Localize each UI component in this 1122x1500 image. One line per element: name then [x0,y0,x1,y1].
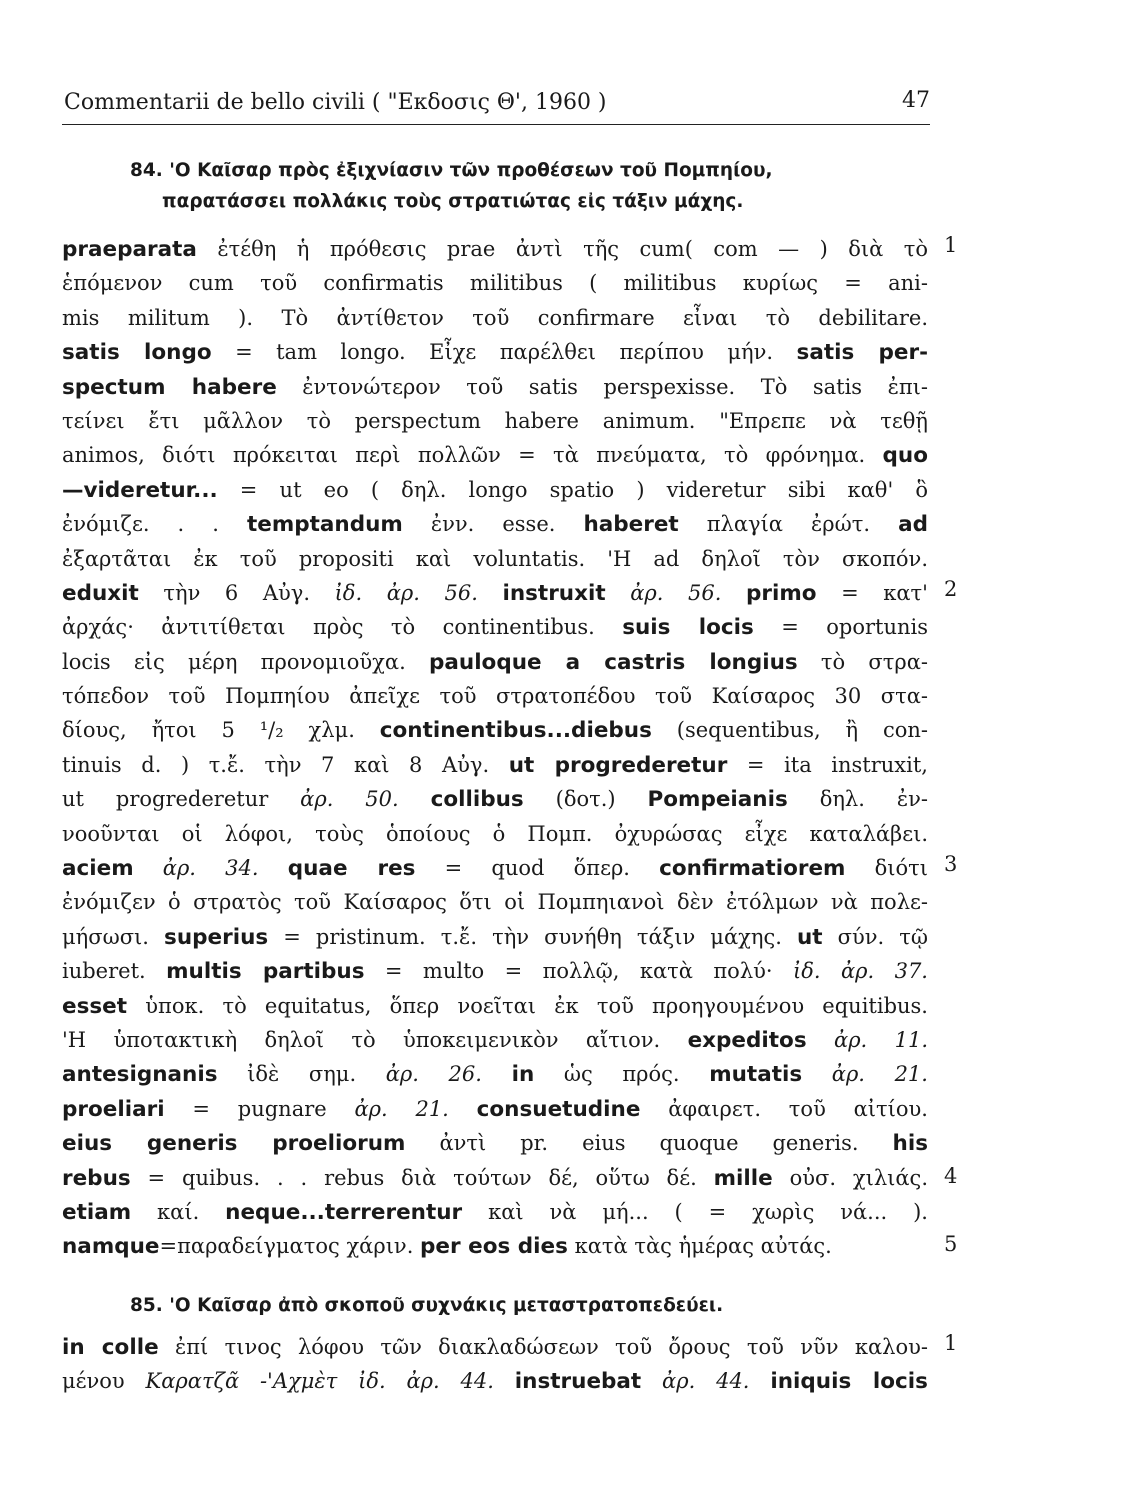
lemma: multis partibus [166,959,365,985]
text-line [62,232,928,266]
gloss: mis militum ). Τὸ ἀντίθετον τοῦ confirmare εἶναι τὸ debilitare. [62,305,928,330]
gloss: locis εἰς μέρη προνομιοῦχα. [62,649,429,674]
text-line [62,989,928,1023]
text-line [62,645,928,679]
section-84-heading [62,155,773,217]
gloss: δηλ. ἐν- [787,787,928,812]
gloss [134,856,163,880]
running-head-title: Commentarii de bello civili ( "Εκδοσις Θ', 1960 ) [64,90,607,115]
gloss: = multo = πολλῷ, κατὰ πολύ· [364,959,793,984]
gloss: τὸ στρα- [797,649,929,674]
text-line [62,610,928,644]
gloss [721,581,746,605]
lemma: namque [62,1234,160,1260]
text-line [62,301,928,335]
gloss [494,1369,515,1393]
gloss: ὑποκ. τὸ equitatus, ὅπερ νοεῖται ἐκ τοῦ προηγουμένου equitibus. [127,993,928,1018]
lemma: instruebat [514,1369,642,1395]
lemma: proeliari [62,1096,165,1122]
margin-line-number: 1 [944,233,958,257]
margin-line-number: 5 [944,1232,958,1256]
gloss: κατὰ τὰς ἡμέρας αὐτάς. [567,1234,832,1259]
lemma: eius generis proeliorum [62,1131,406,1157]
lemma: Pompeianis [647,787,788,813]
section-heading-line: 'Ο Καῖσαρ πρὸς ἐξιχνίασιν τῶν προθέσεων τοῦ Πομπηίου, [169,160,773,181]
text-line [62,954,928,988]
reference: ἀρ. 21. [831,1062,928,1087]
text-line [62,817,928,851]
gloss: καί. [131,1199,226,1224]
text-line [62,473,928,507]
lemma: antesignanis [62,1062,218,1088]
lemma: collibus [430,787,524,813]
reference: ἰδ. ἀρ. 37. [793,959,928,984]
text-line [62,1229,928,1263]
gloss: ἀρχάς· ἀντιτίθεται πρὸς τὸ continentibus. [62,615,623,640]
lemma: esset [62,993,128,1019]
text-line [62,782,928,816]
lemma: iniquis locis [770,1369,928,1395]
section-number: 84. [130,160,163,181]
gloss: ἐτέθη ἡ πρόθεσις prae ἀντὶ τῆς cum( com — ) διὰ τὸ [196,237,928,261]
section-85-heading [62,1290,723,1321]
reference: ἰδ. ἀρ. 56. [334,580,478,605]
section-heading-line: 'Ο Καῖσαρ ἀπὸ σκοποῦ συχνάκις μεταστρατοπεδεύει. [169,1295,724,1316]
lemma: instruxit [502,580,606,606]
gloss [399,787,431,811]
gloss: = ita instruxit, [727,752,928,777]
reference: Καρατζᾶ -'Αχμὲτ ἰδ. ἀρ. 44. [145,1369,494,1394]
reference: ἀρ. 50. [300,787,399,812]
lemma: in colle [62,1335,159,1360]
gloss: = oportunis [753,615,928,640]
lemma: ut [796,924,823,950]
lemma: ad [898,512,928,538]
gloss: τὴν 6 Αὐγ. [138,580,335,605]
reference: ἀρ. 26. [385,1062,482,1087]
page-number: 47 [902,88,930,113]
gloss: ut progrederetur [62,787,301,812]
lemma: suis locis [622,615,754,641]
text-line [62,1126,928,1160]
gloss: σύν. τῷ [822,924,928,949]
lemma: consuetudine [476,1096,641,1122]
gloss: ἑπόμενον cum τοῦ confirmatis militibus ( militibus κυρίως = ani- [62,271,928,296]
gloss: = κατ' [816,580,928,605]
gloss: iuberet. [62,959,167,984]
gloss: τόπεδον τοῦ Πομπηίου ἀπεῖχε τοῦ στρατοπέδου τοῦ Καίσαρος 30 στα- [62,684,928,709]
gloss [259,856,288,880]
lemma: in [511,1062,535,1088]
gloss: = pristinum. τ.ἔ. τὴν συνήθη τάξιν μάχης. [268,924,797,949]
gloss: μήσωσι. [62,924,165,949]
reference: ἀρ. 44. [662,1369,750,1394]
text-line [62,1364,928,1398]
gloss: οὐσ. χιλιάς. [772,1165,928,1190]
margin-line-number: 2 [944,577,958,601]
gloss: =παραδείγματος χάριν. [159,1234,421,1259]
gloss: tinuis d. ) τ.ἔ. τὴν 7 καὶ 8 Αὐγ. [62,752,509,777]
lemma: quo [882,443,928,469]
lemma: primo [745,580,817,606]
text-line [62,713,928,747]
lemma: —videretur... [62,477,218,503]
gloss: ἐνόμιζε. . . [62,512,247,537]
text-line [62,335,928,369]
gloss: (sequentibus, ἢ con- [651,718,928,743]
lemma: temptandum [246,512,403,538]
text-line [62,1330,928,1364]
gloss: ἐπί τινος λόφου τῶν διακλαδώσεων τοῦ ὄρους τοῦ νῦν καλου- [158,1335,928,1359]
lemma: per eos dies [420,1234,568,1260]
lemma: continentibus...diebus [379,718,652,744]
gloss: ἐνν. esse. [402,512,584,537]
gloss: ἀντὶ pr. eius quoque generis. [405,1131,893,1156]
text-line [62,920,928,954]
section-84-body [62,232,928,1264]
gloss: νοοῦνται οἱ λόφοι, τοὺς ὁποίους ὁ Πομπ. ὀχυρώσας εἶχε καταλάβει. [62,821,928,846]
reference: ἀρ. 21. [354,1096,449,1121]
lemma: quae res [287,856,416,882]
text-line [62,748,928,782]
gloss: = ut eo ( δηλ. longo spatio ) videretur sibi καθ' ὃ [217,477,928,502]
lemma: satis longo [62,340,212,366]
gloss: καὶ νὰ μή... ( = χωρὶς νά... ). [462,1199,928,1224]
margin-line-number: 3 [944,852,958,876]
gloss [802,1062,832,1086]
lemma: praeparata [62,237,197,262]
gloss [478,581,503,605]
gloss: animos, διότι πρόκειται περὶ πολλῶν = τὰ πνεύματα, τὸ φρόνημα. [62,443,883,468]
running-head [62,86,930,125]
text-line [62,438,928,472]
margin-line-number: 4 [944,1164,958,1188]
text-line [62,851,928,885]
lemma: eduxit [62,580,139,606]
lemma: his [892,1131,928,1157]
gloss: ἐντονώτερον τοῦ satis perspexisse. Τὸ satis ἐπι- [276,374,928,399]
gloss: ἀφαιρετ. τοῦ αἰτίου. [640,1096,928,1121]
lemma: aciem [62,856,134,882]
text-line [62,266,928,300]
gloss: ἐνόμιζεν ὁ στρατὸς τοῦ Καίσαρος ὅτι οἱ Πομπηιανοὶ δὲν ἐτόλμων νὰ πολε- [62,890,928,915]
gloss: = quod ὅπερ. [415,856,660,881]
section-number: 85. [130,1295,163,1316]
gloss: 'Η ὑποτακτικὴ δηλοῖ τὸ ὑποκειμενικὸν αἴτιον. [62,1027,688,1052]
gloss: ὡς πρός. [534,1062,710,1087]
lemma: confirmatiorem [659,856,846,882]
text-line [62,1057,928,1091]
margin-line-number: 1 [944,1331,958,1355]
gloss [606,581,631,605]
lemma: spectum habere [62,374,277,400]
lemma: pauloque a castris longius [428,649,798,675]
text-line [62,885,928,919]
gloss [807,1028,834,1052]
gloss: = tam longo. Εἶχε παρέλθει περίπου μήν. [211,340,797,365]
lemma: haberet [583,512,679,538]
gloss: τείνει ἔτι μᾶλλον τὸ perspectum habere animum. "Επρεπε νὰ τεθῇ [62,408,928,433]
reference: ἀρ. 11. [834,1027,928,1052]
lemma: expeditos [687,1027,807,1053]
gloss: πλαγία ἐρώτ. [678,512,899,537]
lemma: rebus [62,1165,131,1191]
lemma: etiam [62,1199,132,1225]
reference: ἀρ. 34. [162,856,259,881]
text-line [62,576,928,610]
text-line [62,1161,928,1195]
gloss: μένου [62,1369,146,1394]
gloss [641,1369,662,1393]
gloss [482,1062,512,1086]
section-heading-line: παρατάσσει πολλάκις τοὺς στρατιώτας εἰς τάξιν μάχης. [162,191,744,212]
text-line [62,542,928,576]
gloss [449,1097,477,1121]
text-line [62,370,928,404]
gloss: = quibus. . . rebus διὰ τούτων δέ, οὕτω δέ. [130,1165,714,1190]
text-line [62,679,928,713]
gloss: (δοτ.) [523,787,648,812]
reference: ἀρ. 56. [630,580,722,605]
section-85-body [62,1330,928,1399]
gloss: = pugnare [164,1096,355,1121]
gloss: ἐξαρτᾶται ἐκ τοῦ propositi καὶ voluntatis. 'Η ad δηλοῖ τὸν σκοπόν. [62,546,928,571]
lemma: mutatis [709,1062,803,1088]
text-line [62,1092,928,1126]
lemma: neque...terrerentur [225,1199,463,1225]
lemma: superius [164,924,269,950]
gloss: δίους, ἤτοι 5 ¹/₂ χλμ. [62,718,380,743]
gloss: διότι [845,856,928,881]
text-line [62,1023,928,1057]
lemma: satis per- [796,340,929,366]
lemma: mille [713,1165,773,1191]
gloss [750,1369,771,1393]
gloss: ἰδὲ σημ. [217,1062,386,1087]
text-line [62,404,928,438]
lemma: ut progrederetur [508,752,728,778]
text-line [62,1195,928,1229]
text-line [62,507,928,541]
